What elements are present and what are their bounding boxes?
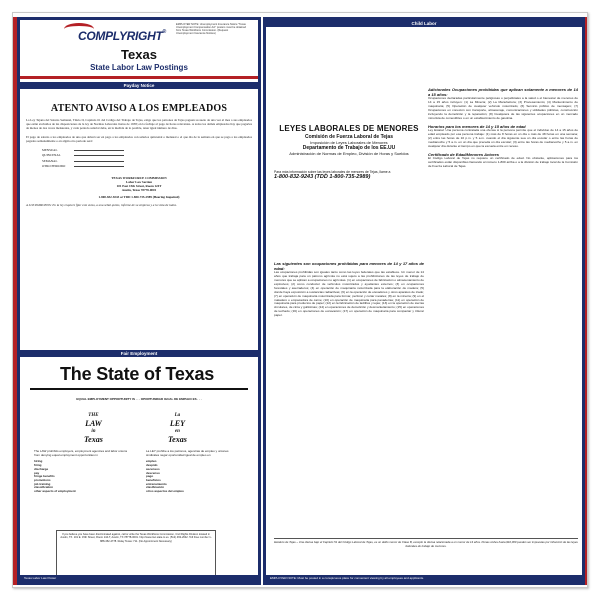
payday-field: OTRO PERIODO	[42, 164, 252, 169]
payday-field: SEMANAL	[42, 159, 252, 164]
protected-actions-es: empleo despido ascensos descenso pago beneficios entrenamiento clasificación otros aspectos del empleo	[146, 459, 184, 494]
logo-swoosh-icon	[64, 23, 94, 35]
eeo-caption: EQUAL EMPLOYMENT OPPORTUNITY IS . . . OPORTUNIDAD IGUAL DE EMPLEO ES . . .	[76, 397, 202, 401]
right-footer: EMPLOYER NOTE: Must be posted in a conspicuous place for convenient viewing by all employees and applicants.	[266, 575, 582, 582]
complyright-logo: COMPLYRIGHT®	[78, 29, 166, 43]
prohibited-occupations-14-15: Adicionales Ocupaciones prohibidas que aplican solamente a menores de 14 a 15 años: Ocupaciones declaradas particularmente peligrosas o perjudiciales a la salud o el bienestar de menores de 14 a 15 años incluyen: (1) La Minería; (2) La Manufactura; (3) Procesamiento; (4) Mantenimiento de maquinaria; (5) Operación de cualquier vehículo motorizado; (6) Servicio público de mensajero; (7) Ocupaciones en conexión con transporte, almacenaje, comunicaciones y utilidades públicas, construcción incluyendo la demolición y la reparación; (8) Cualquiera de las siguientes ocupaciones en un mercado minorista de comestibles o en un establecimiento de gasolina. Horarios para los menores de 14 y 15 años de edad Ley Estatal: Una persona contratada una ofensa si la persona permite que el individuo de 14 a 15 años de edad empleado por esa persona trabaje: (1) más de 8 horas en un día o más de 48 horas en una semana; (2) entre las horas de 10 p.m. y 5 a.m. cuando el día siguiente sea un día escolar o entre las horas de medianoche y 5 a.m. en un día que preceda un día escolar; (3) entre las horas de medianoche y 5 a.m. en cualquier día durante el tiempo en que la escuela entre en receso. Certificado de Edad/Menores Actores El Código Laboral de Tejas no requiere un certificado de edad. No obstante, aplicaciones para los certificados están disponibles llamando al número 1-800 arriba o a la división de trabajo local de la Comisión de Fuerza Laboral de Tejas.	[428, 87, 578, 169]
twc-contact-box: If you believe you have been discriminated against, call or write the Texas Workforce Commission, Civil Rights Division located in Austin, TX. 101 E. 15th Street, Room 144-T, Austin, TX 78778-0001. http://www.twc.state.tx.us. (512) 463-2642. Toll Free number 1-888-452-4778. Relay Texas: 711. (No Appointment Necessary)	[56, 530, 216, 576]
labor-law-poster	[12, 12, 588, 588]
right-panel	[263, 17, 585, 585]
child-labor-bar: Child Labor	[266, 20, 582, 27]
payday-notice	[26, 92, 252, 344]
fair-body-es: La LEY prohibe a los patronos, agencias de empleo y uniones sindicales negar oportunidad igual de empleo en empleo despido ascensos descenso pago beneficios entrenamiento clasificación otros aspectos del empleo	[146, 450, 242, 494]
poster-header	[20, 20, 258, 78]
prohibited-occupations-all: Las siguientes son ocupaciones prohibidas para menores de 14 y 17 años de edad: Las ocupaciones prohibidas son iguales tanto como las leyes federales que las establece. Un menor de 14 años que trabaja para un patrono agrícola no está sujeto a las prohibiciones de las leyes de trabajo de menores que se aplican a ocupaciones no agrícolas. (1) en ocupaciones de fabricación o almacenamiento de explosivos; (2) como conductor de vehículos motorizados y ayudantes externos; (3) en ocupaciones forestales y aserraderos; (4) en operación de maquinaria motorizada para la elaboración de madera; (5) donde haya exposición a sustancias radiactivas; (6) en la operación de elevadores y otros aparatos de izado; (7) en operación de maquinaria motorizada para formar, perforar y cortar metales; (8) en la minería; (9) en el matadero o empacadora de carne; (10) en operación de maquinaria para panaderías; (11) en operación de maquinaria para productos de papel; (12) en la fabricación de ladrillos y tejas; (13) en la operación de sierras circulares, de cinta y guillotinas; (14) en operaciones de demolición y desmantelamiento; (15) en operaciones de techado; (16) en operaciones de excavación; (17) en operación de maquinaria para compactar y triturar papel.	[274, 261, 424, 318]
fair-employment-notice	[26, 358, 252, 580]
payday-field: MENSUAL	[42, 148, 252, 153]
info-phone-number: 1-800-832-9243 (TDD 1-800-735-2989)	[274, 174, 371, 181]
penalty-note: Estatuto de Tejas – Una ofensa bajo el Capítulo 51 del Código Laboral de Tejas, es un delito menor de Clase B, excepto la ofensa relacionada a un menor de 14 años. Penas civiles hasta $10,000 pueden ser impuestas por infracción de las leyes federales de trabajo de menores.	[274, 540, 578, 548]
payday-intro-2: El pago de salario a los empleados de uno que deberá ser en pago a los empleados con salarios quincenal o mensual o el que día de la semana en que se paga a los empleados pagados semanalmente o en algún otro período será:	[26, 134, 252, 143]
child-labor-agencies: Comisión de Fuerza Laboral de Tejas Imposición de Leyes Laborales de Menores Departamento de Trabajo de los EE.UU Administración de Normas de Empleo, División de Horas y Sueldos	[289, 134, 409, 156]
poster-state-title: Texas	[121, 47, 157, 62]
employer-note: EMPLOYER NOTE: Unemployment Insurance Notice "Texas Unemployment Compensation Act" posters must be obtained from Texas Workforce Commission. (Request Unemployment Insurance Notices)	[176, 23, 246, 36]
poster-subtitle: State Labor Law Postings	[90, 63, 188, 72]
fair-body-en: The LAW prohibits employers, employment agencies and labor unions from denying equal employment opportunities in hiring firing discharge pay fringe benefits promotions job training classification other aspects of employment	[34, 450, 130, 494]
payday-contact: TEXAS WORKFORCE COMMISSION Labor Law Section 101 East 15th Street, Room 124T Austin, Texas 78778-0001 1-800-832-9243 or TDD 1-800-735-2989 (Hearing Impaired)	[98, 175, 180, 199]
left-panel	[17, 17, 261, 585]
law-heading-en: THE LAW in Texas	[84, 413, 103, 444]
payday-field: QUINCENAL	[42, 153, 252, 158]
protected-actions-en: hiring firing discharge pay fringe benefits promotions job training classification other aspects of employment	[34, 459, 76, 494]
payday-intro: La Ley Tejana del Salario Semanal, Título II, Capítulo 61 del Código del Trabajo de Tejas, exige que los patronos de Tejas paguen su suelo de una vez al mes a sus empleados que están excluidos de las disposiciones de la ley de Normas Laborales Justas de 1938; en la fechaje al pago de horas relevantes. A todos los demás empleados hay que pagarles de menos de dos veces mensuales, y cada período salarial debe, en la medida de lo posible, tener igual número de días.	[26, 118, 252, 131]
fair-employment-bar: Fair Employment	[20, 350, 258, 357]
payday-fields	[42, 148, 252, 170]
fair-title: The State of Texas	[60, 364, 215, 384]
payday-section-bar: Payday Notice	[20, 82, 258, 89]
payday-title: ATENTO AVISO A LOS EMPLEADOS	[50, 103, 228, 114]
law-heading-es: La LEY en Texas	[168, 413, 187, 444]
info-phone-block: Para más información sobre las leyes laborales de menores de Tejas, llame a 1-800-832-9243 (TDD 1-800-735-2989)	[274, 170, 424, 180]
fair-title-rule	[30, 388, 248, 390]
child-labor-title: LEYES LABORALES DE MENORES	[279, 124, 419, 133]
payday-closing: A LOS PATRONOS: En la ley requiere fijar este aviso, a una señal quites, informe de su empresa y a la vista de todos.	[26, 202, 177, 207]
left-footer: Texas Labor Law Poster	[20, 575, 258, 582]
header-red-rule	[20, 76, 258, 79]
